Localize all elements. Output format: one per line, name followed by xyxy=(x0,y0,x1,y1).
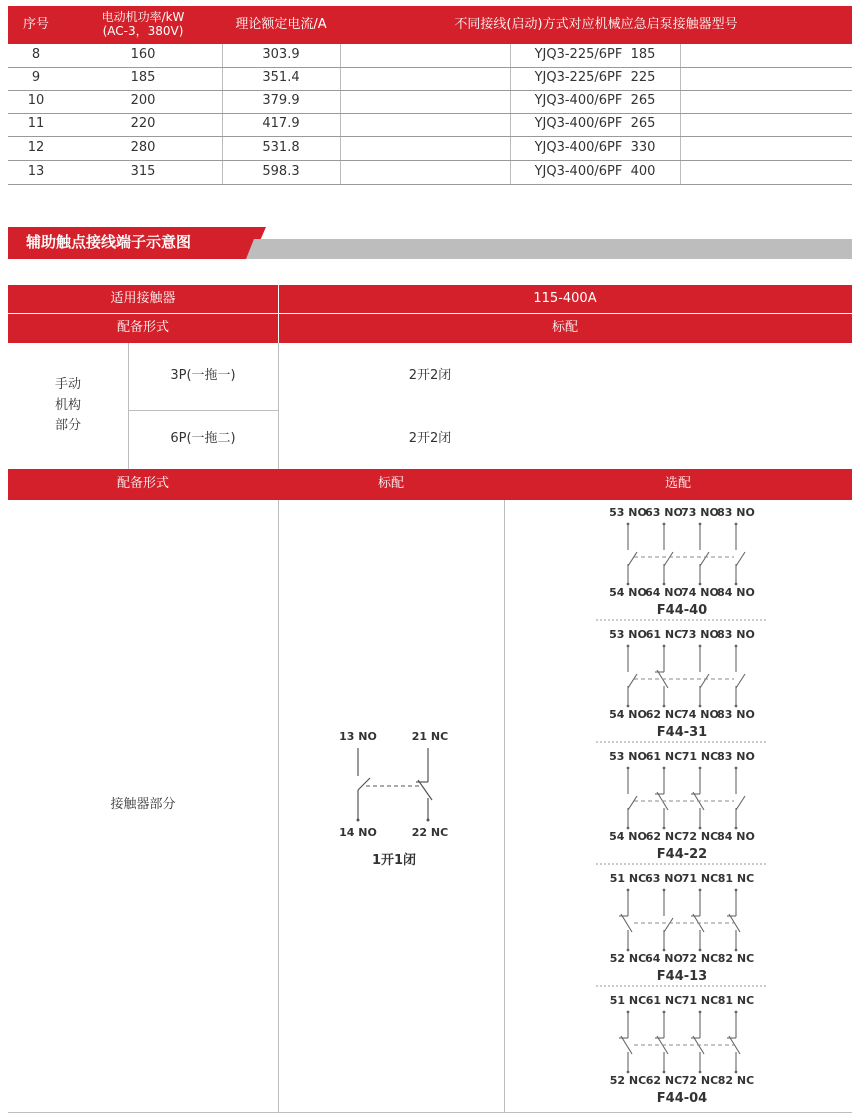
header-seq: 序号 xyxy=(22,16,49,32)
cell-model: YJQ3-400/6PF 400 xyxy=(534,163,656,179)
terminal-label: 54 NO xyxy=(609,830,647,843)
terminal-label: 72 NC xyxy=(681,830,719,843)
applicable-value: 115-400A xyxy=(533,290,597,306)
terminal-label: 71 NC xyxy=(681,750,719,763)
cell-current: 303.9 xyxy=(262,47,300,63)
terminal-label: 83 NO xyxy=(717,628,755,641)
terminal-label: 52 NC xyxy=(609,1074,647,1087)
terminal-label: 74 NO xyxy=(681,708,719,721)
cell-model: YJQ3-225/6PF 185 xyxy=(534,47,656,63)
terminal-label: 53 NO xyxy=(609,506,647,519)
terminal-label: 63 NO xyxy=(645,872,683,885)
terminal-label: 61 NC xyxy=(645,750,683,763)
cell-current: 598.3 xyxy=(262,163,300,179)
header2-config: 配备形式 xyxy=(116,476,169,492)
contact-diagram-svg xyxy=(278,720,504,880)
terminal-label: 54 NO xyxy=(609,708,647,721)
cell-model: YJQ3-400/6PF 265 xyxy=(534,93,656,109)
config-label: 配备形式 xyxy=(116,320,169,336)
grid-line xyxy=(278,343,279,469)
manual-form-6p: 6P(一拖二) xyxy=(170,431,236,447)
terminal-label: 84 NO xyxy=(717,830,755,843)
model-label: F44-04 xyxy=(656,1091,708,1106)
cell-current: 531.8 xyxy=(262,139,300,155)
cell-power: 315 xyxy=(130,163,156,179)
terminal-label: 52 NC xyxy=(609,952,647,965)
terminal-label: 73 NO xyxy=(681,628,719,641)
model-label: F44-31 xyxy=(656,725,708,740)
terminal-label: 63 NO xyxy=(645,506,683,519)
cell-seq: 13 xyxy=(27,163,45,179)
terminal-label: 53 NO xyxy=(609,628,647,641)
cell-seq: 10 xyxy=(27,93,45,109)
standard-diagram xyxy=(278,720,504,880)
grid-line xyxy=(340,44,341,184)
terminal-label: 81 NC xyxy=(717,872,755,885)
terminal-label: 64 NO xyxy=(645,586,683,599)
standard-label: 标配 xyxy=(551,320,578,336)
terminal-label: 83 NO xyxy=(717,506,755,519)
optional-diagram-F44-31 xyxy=(596,628,766,742)
cell-seq: 8 xyxy=(31,47,41,63)
header2-optional: 选配 xyxy=(664,476,691,492)
manual-standard-6p: 2开2闭 xyxy=(408,431,452,447)
optional-diagram-F44-40 xyxy=(596,506,766,620)
section-title: 辅助触点接线端子示意图 xyxy=(26,233,192,251)
contactor-part-label: 接触器部分 xyxy=(110,796,176,812)
terminal-label: 71 NC xyxy=(681,872,719,885)
cell-current: 351.4 xyxy=(262,70,300,86)
terminal-label: 62 NC xyxy=(645,830,683,843)
header-power-line2: (AC-3，380V) xyxy=(102,24,184,38)
optional-diagram-F44-13 xyxy=(596,872,766,986)
row-divider xyxy=(8,184,852,185)
cell-seq: 9 xyxy=(31,70,41,86)
model-label: F44-40 xyxy=(656,603,708,618)
header-power-line1: 电动机功率/kW xyxy=(101,10,185,25)
cell-power: 185 xyxy=(130,70,156,86)
label-13no: 13 NO xyxy=(339,730,377,743)
cell-power: 220 xyxy=(130,116,156,132)
terminal-label: 83 NO xyxy=(717,708,755,721)
optional-diagram-F44-22 xyxy=(596,750,766,864)
applicable-label: 适用接触器 xyxy=(110,290,176,306)
terminal-label: 61 NC xyxy=(645,628,683,641)
terminal-label: 74 NO xyxy=(681,586,719,599)
cell-current: 379.9 xyxy=(262,93,300,109)
header-current: 理论额定电流/A xyxy=(235,16,327,32)
cell-seq: 11 xyxy=(27,116,45,132)
header2-standard: 标配 xyxy=(377,476,404,492)
terminal-label: 82 NC xyxy=(717,952,755,965)
cell-model: YJQ3-225/6PF 225 xyxy=(534,70,656,86)
label-14no: 14 NO xyxy=(339,826,377,839)
optional-diagram-F44-04 xyxy=(610,994,754,1106)
manual-form-3p: 3P(一拖一) xyxy=(170,368,236,384)
terminal-label: 73 NO xyxy=(681,506,719,519)
terminal-label: 62 NC xyxy=(645,1074,683,1087)
header-power xyxy=(64,6,222,44)
manual-standard-3p: 2开2闭 xyxy=(408,368,452,384)
cell-power: 280 xyxy=(130,139,156,155)
terminal-label: 71 NC xyxy=(681,994,719,1007)
terminal-label: 84 NO xyxy=(717,586,755,599)
header-model: 不同接线(启动)方式对应机械应急启泵接触器型号 xyxy=(454,16,738,32)
terminal-label: 64 NO xyxy=(645,952,683,965)
cell-power: 160 xyxy=(130,47,156,63)
terminal-label: 53 NO xyxy=(609,750,647,763)
cell-current: 417.9 xyxy=(262,116,300,132)
terminal-label: 81 NC xyxy=(717,994,755,1007)
terminal-label: 61 NC xyxy=(645,994,683,1007)
model-label: F44-22 xyxy=(656,847,708,862)
terminal-label: 72 NC xyxy=(681,952,719,965)
label-22nc: 22 NC xyxy=(411,826,449,839)
terminal-label: 54 NO xyxy=(609,586,647,599)
cell-power: 200 xyxy=(130,93,156,109)
label-21nc: 21 NC xyxy=(411,730,449,743)
grid-line xyxy=(680,44,681,184)
manual-part-label: 手动 机构 部分 xyxy=(54,376,81,434)
terminal-label: 83 NO xyxy=(717,750,755,763)
cell-model: YJQ3-400/6PF 330 xyxy=(534,139,656,155)
terminal-label: 62 NC xyxy=(645,708,683,721)
optional-diagrams xyxy=(504,500,852,1112)
model-label: F44-13 xyxy=(656,969,708,984)
terminal-label: 51 NC xyxy=(609,872,647,885)
terminal-label: 82 NC xyxy=(717,1074,755,1087)
terminal-label: 51 NC xyxy=(609,994,647,1007)
cell-model: YJQ3-400/6PF 265 xyxy=(534,116,656,132)
terminal-label: 72 NC xyxy=(681,1074,719,1087)
cell-seq: 12 xyxy=(27,139,45,155)
table-bottom xyxy=(8,1112,852,1113)
diagram-caption: 1开1闭 xyxy=(371,853,417,868)
